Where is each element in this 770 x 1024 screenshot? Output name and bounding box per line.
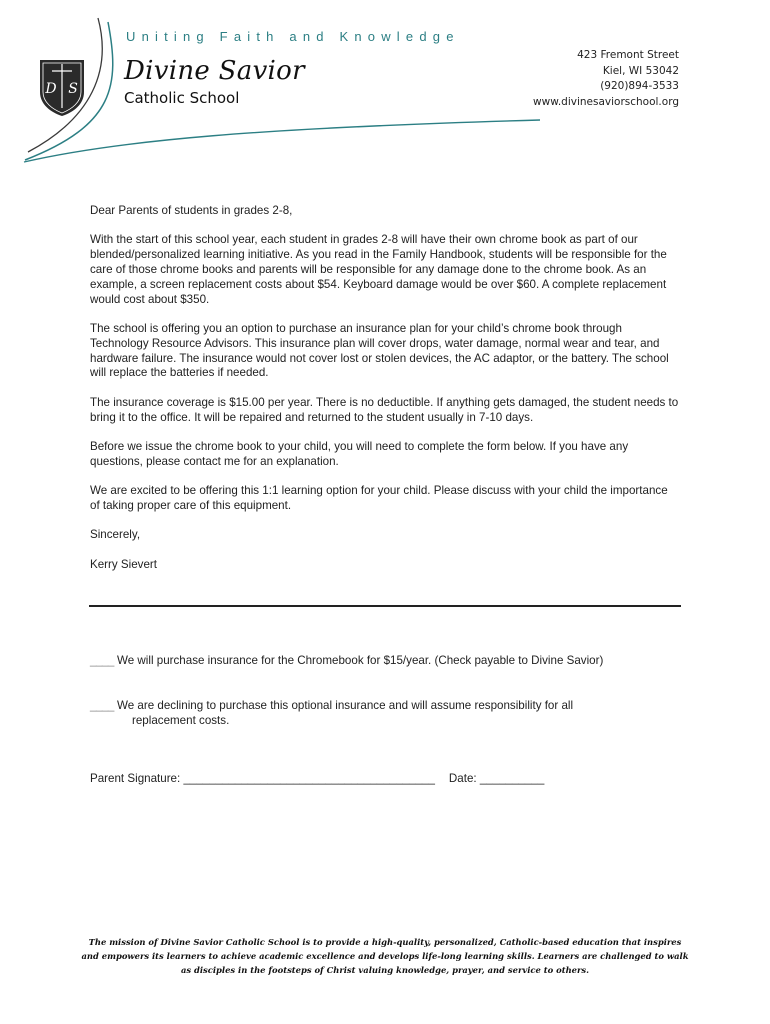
letter-greeting: Dear Parents of students in grades 2-8, (90, 204, 293, 217)
option-decline-label-continued: replacement costs. (132, 713, 230, 727)
mission-statement: The mission of Divine Savior Catholic School is to provide a high-quality, personalized, Catholic-based education that inspires and empowers its learners to achieve academic excellence and develops life-long learning skills. Learners are challenged to walk as disciples in the footsteps of Christ valuing knowledge, prayer, and service to others. (81, 937, 689, 975)
logo-letter-left: D (45, 81, 57, 97)
option-decline-insurance[interactable] (90, 699, 670, 729)
parent-signature-field[interactable]: Parent Signature: _______________________________________ (90, 772, 435, 785)
address-city: Kiel, WI 53042 (602, 64, 679, 77)
school-subtitle: Catholic School (124, 89, 240, 107)
option-purchase-label: We will purchase insurance for the Chromebook for $15/year. (Check payable to Divine Savior) (113, 654, 604, 667)
school-address (533, 48, 679, 110)
address-phone: (920)894-3533 (600, 80, 679, 92)
address-website[interactable]: www.divinesaviorschool.org (533, 95, 679, 108)
logo-letter-right: S (68, 81, 78, 97)
checkbox-blank-decline[interactable]: ____ (90, 699, 114, 712)
school-name: Divine Savior (124, 56, 305, 86)
letter-paragraph: The insurance coverage is $15.00 per year. There is no deductible. If anything gets damaged, the student needs to bring it to the office. It will be repaired and returned to the student usually in 7-10 days. (90, 395, 679, 424)
date-field[interactable]: Date: __________ (448, 772, 545, 785)
letter-paragraph: With the start of this school year, each student in grades 2-8 will have their own chrome book as part of our blended/personalized learning initiative. As you read in the Family Handbook, students will be responsible for the care of those chrome books and parents will be responsible for any damage done to the chrome book. As an example, a screen replacement costs about $54. Keyboard damage would be over $60. A complete replacement would cost about $350. (90, 233, 667, 306)
address-street: 423 Fremont Street (577, 49, 679, 61)
shield-icon (40, 60, 84, 116)
form-divider (89, 605, 681, 607)
checkbox-blank-purchase[interactable]: ____ (90, 654, 114, 667)
school-tagline: Uniting Faith and Knowledge (126, 29, 460, 44)
signature-row (90, 772, 544, 785)
letter-body (90, 204, 680, 587)
letter-paragraph: Before we issue the chrome book to your child, you will need to complete the form below. If you have any questions, please contact me for an explanation. (90, 439, 629, 468)
letter-closing: Sincerely, (90, 528, 141, 542)
letter-paragraph: The school is offering you an option to purchase an insurance plan for your child’s chrome book through Technology Resource Advisors. This insurance plan will cover drops, water damage, normal wear and tear, and hardware failure. The insurance would not cover lost or stolen devices, the AC adaptor, or the battery. The school will replace the batteries if needed. (90, 321, 669, 380)
letter-paragraph: We are excited to be offering this 1:1 learning option for your child. Please discuss with your child the importance of taking proper care of this equipment. (90, 484, 668, 512)
letter-signer: Kerry Sievert (90, 557, 158, 571)
swoosh-arc-line (24, 120, 540, 162)
option-purchase-insurance[interactable] (90, 654, 670, 669)
option-decline-label: We are declining to purchase this optional insurance and will assume responsibility for all (113, 699, 574, 712)
